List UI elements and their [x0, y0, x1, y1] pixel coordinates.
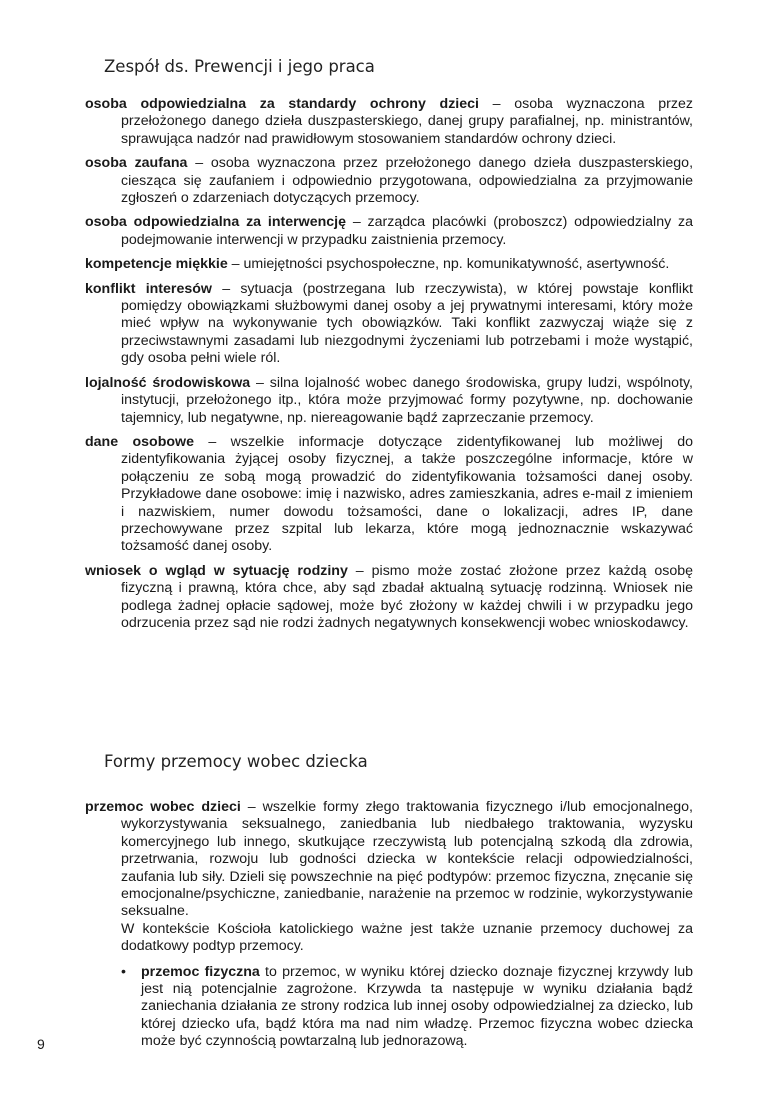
glossary-definition: – pismo może zostać złożone przez każdą osobę fizyczną i prawną, która chce, aby sąd zbadał aktualną sytuację rodzinną. Wniosek nie podlega żadnej opłacie sądowej, może być złożony w każdej chwili i w przypadku jego odrzucenia przez sąd nie rodzi żadnych negatywnych konsekwencji wobec wnioskodawcy. [121, 562, 693, 631]
glossary-term: dane osobowe [85, 433, 194, 450]
glossary-term: wniosek o wgląd w sytuację rodziny [85, 562, 348, 579]
glossary-definition: – zarządca placówki (proboszcz) odpowiedzialny za podejmowanie interwencji w przypadku zaistnienia przemocy. [121, 214, 694, 248]
glossary-entry [85, 214, 693, 249]
glossary-entry [85, 799, 693, 921]
glossary-entry [85, 563, 693, 633]
glossary-entry [85, 375, 693, 427]
glossary-term: kompetencje miękkie [85, 256, 228, 273]
glossary-term: przemoc wobec dzieci [85, 799, 241, 815]
section-heading-forms-of-violence: Formy przemocy wobec dziecka [104, 752, 368, 771]
glossary-term: osoba odpowiedzialna za standardy ochrony dzieci [85, 96, 479, 112]
section-heading-prevention-team: Zespół ds. Prewencji i jego praca [104, 57, 375, 76]
bullet-text: to przemoc, w wyniku której dziecko doznaje fizycznej krzywdy lub jest nią potencjalnie zagrożone. Krzywda ta następuje w wyniku działania bądź zaniechania działania ze strony rodzica lub innej osoby odpowiedzialnej za dziecko, lub której dziecko ufa, bądź która ma nad nim władzę. Przemoc fizyczna wobec dziecka może być czynnością powtarzalną lub jednorazową. [141, 963, 693, 1050]
glossary-definition: – sytuacja (postrzegana lub rzeczywista), w której powstaje konflikt pomiędzy obowiązkami służbowymi danej osoby a jej prywatnymi interesami, który może mieć wpływ na wykonywanie tych obowiązków. Taki konflikt zazwyczaj wiąże się z przeciwstawnymi zasadami lub niezgodnymi życzeniami lub potrzebami i może wystąpić, gdy osoba pełni wiele ról. [121, 280, 693, 367]
bullet-item [85, 964, 693, 1051]
glossary-term: osoba zaufana [85, 155, 188, 172]
glossary-list [85, 96, 693, 639]
glossary-entry [85, 281, 693, 368]
glossary-term: lojalność środowiskowa [85, 374, 251, 391]
glossary-entry [85, 256, 693, 273]
glossary-term: osoba odpowiedzialna za interwencję [85, 214, 346, 231]
bullet-term: przemoc fizyczna [141, 963, 260, 980]
glossary-definition: – wszelkie formy złego traktowania fizycznego i/lub emocjonalnego, wykorzystywania seksualnego, zaniedbania lub niedbałego traktowania, wyzysku komercyjnego lub innego, skutkujące rzeczywistą lub potencjalną szkodą dla zdrowia, przetrwania, rozwoju lub godności dziecka w kontekście relacji odpowiedzialności, zaufania lub siły. Dzieli się powszechnie na pięć podtypów: przemoc fizyczna, znęcanie się emocjonalne/psychiczne, zaniedbanie, narażenie na przemoc w rodzinie, wykorzystywanie seksualne. [121, 799, 694, 920]
glossary-entry [85, 155, 693, 207]
glossary-definition: – wszelkie informacje dotyczące zidentyfikowanej lub możliwej do zidentyfikowania żyjącej osoby fizycznej, a także poszczególne informacje, które w połączeniu ze sobą mogą prowadzić do zidentyfikowania tożsamości danej osoby. Przykładowe dane osobowe: imię i nazwisko, adres zamieszkania, adres e-mail z imieniem i nazwiskiem, numer dowodu tożsamości, dane o lokalizacji, adres IP, dane przechowywane przez szpital lub lekarza, które mogą jednoznacznie wskazywać tożsamość danej osoby. [121, 433, 693, 555]
glossary-definition: – osoba wyznaczona przez przełożonego danego dzieła duszpasterskiego, ciesząca się zaufaniem i odpowiednio przygotowana, odpowiedzialna za przyjmowanie zgłoszeń o zdarzeniach dotyczących przemocy. [121, 155, 694, 207]
glossary-definition: – umiejętności psychospołeczne, np. komunikatywność, asertywność. [227, 256, 670, 273]
glossary-definition: – silna lojalność wobec danego środowiska, grupy ludzi, wspólnoty, instytucji, przełożonego itp., która może przyjmować formy pozytywne, np. dochowanie tajemnicy, lub negatywne, np. niereagowanie bądź zaprzeczanie przemocy. [121, 374, 693, 426]
glossary-term: konflikt interesów [85, 280, 212, 297]
page-number: 9 [37, 1036, 45, 1052]
glossary-entry [85, 434, 693, 556]
paragraph-spiritual-violence: W kontekście Kościoła katolickiego ważne jest także uznanie przemocy duchowej za dodatkowy podtyp przemocy. [121, 920, 693, 955]
bullet-marker: • [121, 963, 126, 980]
violence-forms-section [85, 799, 693, 1051]
glossary-entry [85, 96, 693, 148]
glossary-definition: – osoba wyznaczona przez przełożonego danego dzieła duszpasterskiego, danej grupy parafialnej, np. ministrantów, sprawująca nadzór nad prawidłowym stosowaniem standardów ochrony dzieci. [121, 96, 693, 147]
